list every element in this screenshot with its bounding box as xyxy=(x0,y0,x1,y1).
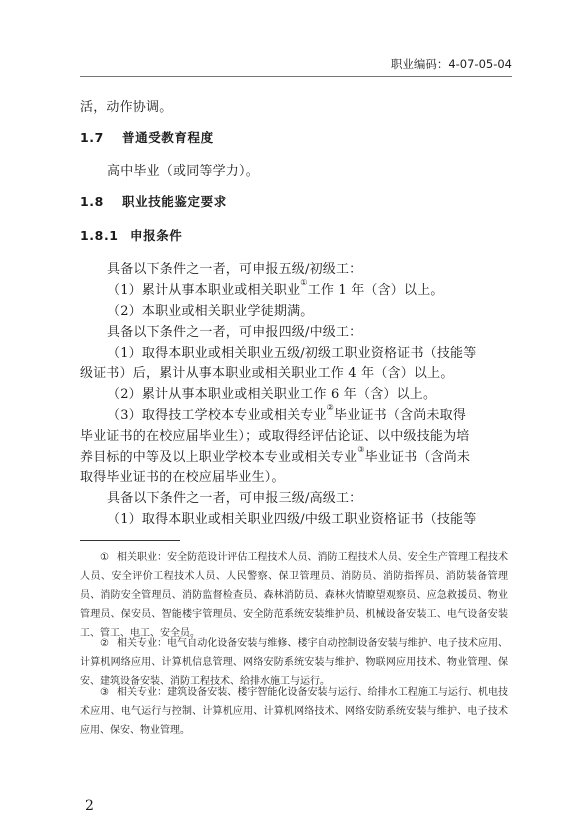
page-number: 2 xyxy=(85,798,94,814)
paragraph-line: （2）累计从事本职业或相关职业工作 6 年（含）以上。 xyxy=(107,387,437,402)
paragraph-line xyxy=(107,404,466,423)
header-rule xyxy=(80,76,512,77)
section-1-7-heading xyxy=(80,128,214,146)
paragraph-line: （1）取得本职业或相关职业五级/初级工职业资格证书（技能等 xyxy=(107,346,477,361)
footnote-mark: ③ xyxy=(100,687,109,698)
footnote-rule xyxy=(80,540,180,541)
section-number: 1.8.1 xyxy=(80,228,119,243)
text-span: （1）累计从事本职业或相关职业 xyxy=(107,283,301,298)
paragraph-line: （1）取得本职业或相关职业四级/中级工职业资格证书（技能等 xyxy=(107,512,477,527)
occupation-code: 职业编码：4-07-05-04 xyxy=(390,57,512,71)
footnote-text: 相关专业：建筑设备安装、楼宇智能化设备安装与运行、给排水工程施工与运行、机电技术应用、电气运行与控制、计算机应用、计算机网络技术、网络安防系统安装与维护、电子技术应用、保安、物业管理。 xyxy=(80,687,509,736)
section-title: 普通受教育程度 xyxy=(122,130,214,145)
text-span: 毕业证书（含尚未取得 xyxy=(334,408,467,423)
paragraph-line: 级证书）后，累计从事本职业或相关职业工作 4 年（含）以上。 xyxy=(80,366,454,381)
section-title: 职业技能鉴定要求 xyxy=(122,194,227,209)
paragraph-line: 具备以下条件之一者，可申报四级/中级工： xyxy=(107,325,363,340)
continued-text: 活，动作协调。 xyxy=(80,100,173,115)
paragraph-line: （2）本职业或相关职业学徒期满。 xyxy=(107,304,314,319)
footnote-3 xyxy=(80,683,508,740)
section-1-8-1-heading xyxy=(80,226,182,244)
footnote-ref: ① xyxy=(300,278,308,287)
footnote-mark: ② xyxy=(100,638,109,649)
paragraph-line: 具备以下条件之一者，可申报三级/高级工： xyxy=(107,491,363,506)
paragraph-line xyxy=(107,279,444,298)
paragraph-line: 具备以下条件之一者，可申报五级/初级工： xyxy=(107,262,363,277)
education-level-text: 高中毕业（或同等学力）。 xyxy=(107,164,259,179)
footnote-mark: ① xyxy=(100,552,109,563)
text-span: 工作 1 年（含）以上。 xyxy=(307,283,444,298)
footnote-text: 相关专业：电气自动化设备安装与维修、楼宇自动控制设备安装与维护、电子技术应用、计算机网络应用、计算机信息管理、网络安防系统安装与维护、物联网应用技术、物业管理、保安、建筑设备安装、消防工程技术、给排水施工与运行。 xyxy=(80,638,509,687)
footnote-ref: ③ xyxy=(357,445,365,454)
section-number: 1.7 xyxy=(80,130,104,145)
paragraph-line: 取得毕业证书的在校应届毕业生）。 xyxy=(80,470,285,485)
text-span: 毕业证书（含尚未 xyxy=(364,450,471,465)
footnote-1 xyxy=(80,548,508,643)
paragraph-line: 毕业证书的在校应届毕业生）；或取得经评估论证、以中级技能为培 xyxy=(80,429,470,444)
section-title: 申报条件 xyxy=(130,228,183,243)
section-number: 1.8 xyxy=(80,194,104,209)
paragraph-line xyxy=(80,446,470,465)
text-span: （3）取得技工学校本专业或相关专业 xyxy=(107,408,327,423)
footnote-text: 相关职业：安全防范设计评估工程技术人员、消防工程技术人员、安全生产管理工程技术人员、安全评价工程技术人员、人民警察、保卫管理员、消防员、消防指挥员、消防装备管理员、消防安全管理员、消防监督检查员、森林消防员、森林火情瞭望观察员、应急救援员、物业管理员、保安员、智能楼宇管理员、安全防范系统安装维护员、机械设备安装工、电气设备安装工、管工、电工、安全员。 xyxy=(80,552,509,639)
text-span: 养目标的中等及以上职业学校本专业或相关专业 xyxy=(80,450,358,465)
section-1-8-heading xyxy=(80,192,227,210)
footnote-ref: ② xyxy=(326,403,335,412)
